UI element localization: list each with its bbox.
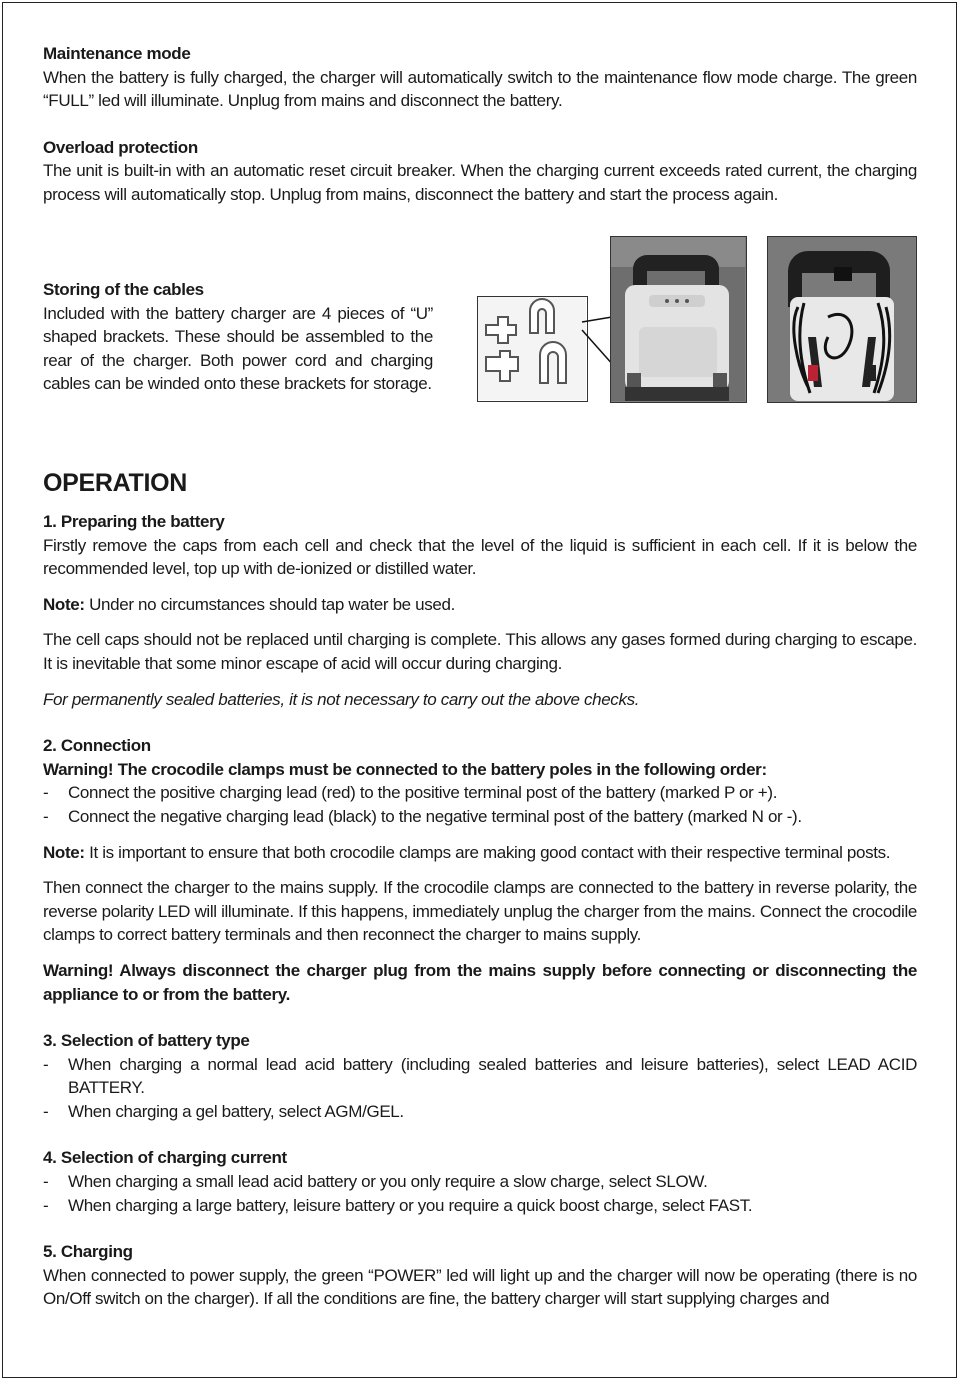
s2-note-text: It is important to ensure that both crocodile clamps are making good contact with their respective terminal posts.	[84, 842, 891, 862]
bullet-dash: -	[43, 1054, 49, 1074]
document-body	[43, 42, 917, 207]
s2-note-label: Note:	[43, 842, 85, 862]
s2-bullet	[43, 781, 917, 805]
s2-heading: 2. Connection	[43, 736, 151, 756]
bullet-dash: -	[43, 806, 49, 826]
s1-heading: 1. Preparing the battery	[43, 512, 225, 531]
s2-bullet-text: Connect the positive charging lead (red) to the positive terminal post of the battery (marked P or +).	[68, 783, 778, 803]
s2-bullet	[43, 805, 917, 829]
s3-bullet	[43, 1053, 917, 1100]
s2-warning: Warning! The crocodile clamps must be connected to the battery poles in the following order:	[43, 759, 767, 779]
bullet-dash: -	[43, 783, 49, 803]
s2-bullet-text: Connect the negative charging lead (black) to the negative terminal post of the battery (marked N or -).	[68, 806, 802, 826]
storing-section	[43, 278, 433, 396]
s1-italic-note: For permanently sealed batteries, it is not necessary to carry out the above checks.	[43, 689, 640, 709]
s2-note	[43, 841, 917, 865]
bullet-dash: -	[43, 1101, 49, 1121]
s5-heading: 5. Charging	[43, 1242, 133, 1262]
s1-p2: The cell caps should not be replaced until charging is complete. This allows any gases formed during charging to escape. It is inevitable that some minor escape of acid will occur during charging.	[43, 630, 917, 673]
s4-bullet-text: When charging a small lead acid battery or you only require a slow charge, select SLOW.	[68, 1172, 708, 1192]
s5-p1: When connected to power supply, the green “POWER” led will light up and the charger will now be operating (there is no On/Off switch on the charger). If all the conditions are fine, the battery charger will start supplying charges and	[43, 1265, 917, 1309]
s3-bullet-text: When charging a normal lead acid battery (including sealed batteries and leisure batteries), select LEAD ACID BATTERY.	[68, 1054, 917, 1098]
operation-heading: OPERATION	[43, 469, 188, 497]
overload-text: The unit is built-in with an automatic reset circuit breaker. When the charging current exceeds rated current, the charging process will automatically stop. Unplug from mains, disconnect the battery and start the process again.	[43, 161, 917, 204]
s3-heading: 3. Selection of battery type	[43, 1031, 250, 1051]
maintenance-heading: Maintenance mode	[43, 44, 191, 63]
s1-note-text: Under no circumstances should tap water be used.	[84, 594, 455, 614]
s1-note-label: Note:	[43, 594, 85, 614]
s2-warning2: Warning! Always disconnect the charger plug from the mains supply before connecting or disconnecting the appliance to or from the battery.	[43, 960, 917, 1004]
s4-heading: 4. Selection of charging current	[43, 1148, 287, 1168]
operation-section	[43, 468, 917, 1311]
s1-p1: Firstly remove the caps from each cell and check that the level of the liquid is sufficient in each cell. If it is below the recommended level, top up with de-ionized or distilled water.	[43, 535, 917, 579]
s3-bullet	[43, 1100, 917, 1124]
s2-p1: Then connect the charger to the mains supply. If the crocodile clamps are connected to the battery in reverse polarity, the reverse polarity LED will illuminate. If this happens, immediately unplug the charger from the mains. Connect the crocodile clamps to correct battery terminals and then reconnect the charger to mains supply.	[43, 878, 917, 945]
bullet-dash: -	[43, 1195, 49, 1215]
s4-bullet	[43, 1194, 917, 1218]
overload-heading: Overload protection	[43, 137, 198, 157]
s3-bullet-text: When charging a gel battery, select AGM/GEL.	[68, 1101, 404, 1121]
bullet-dash: -	[43, 1172, 49, 1192]
storing-text: Included with the battery charger are 4 pieces of “U” shaped brackets. These should be assembled to the rear of the charger. Both power cord and charging cables can be winded onto these brackets for storage.	[43, 303, 433, 394]
charger-rear-photo	[610, 236, 747, 403]
s4-bullet	[43, 1170, 917, 1194]
maintenance-text: When the battery is fully charged, the charger will automatically switch to the maintenance flow mode charge. The green “FULL” led will illuminate. Unplug from mains and disconnect the battery.	[43, 67, 917, 111]
s1-note	[43, 593, 917, 617]
storing-heading: Storing of the cables	[43, 280, 204, 299]
brackets-photo	[477, 296, 588, 402]
s4-bullet-text: When charging a large battery, leisure battery or you require a quick boost charge, select FAST.	[68, 1195, 753, 1215]
charger-cables-photo	[767, 236, 917, 403]
